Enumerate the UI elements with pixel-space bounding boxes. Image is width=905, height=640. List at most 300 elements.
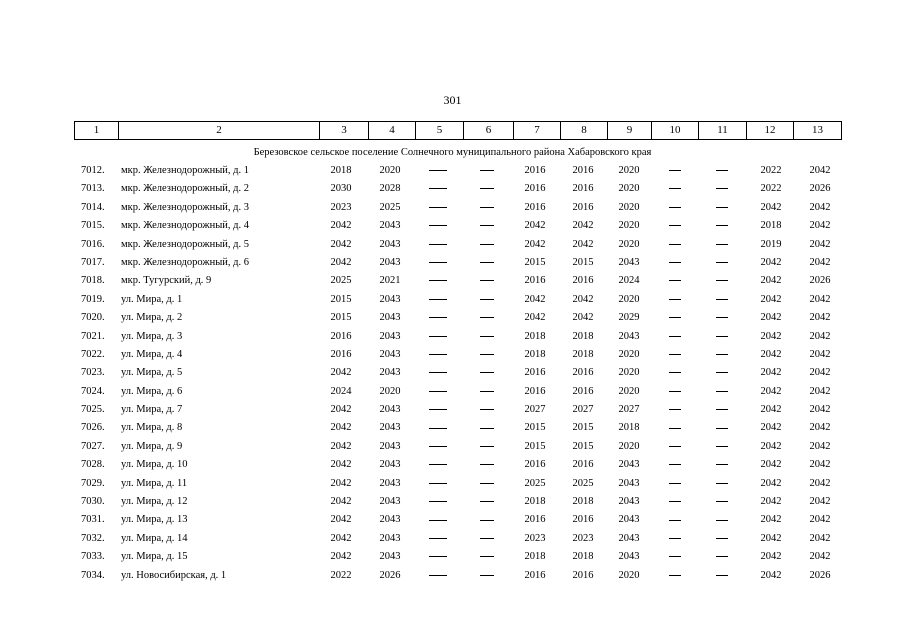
dash-cell [480, 530, 494, 548]
year-cell: 2042 [330, 496, 352, 508]
year-cell: 2026 [809, 569, 831, 581]
address-cell: мкр. Железнодорожный, д. 1 [121, 165, 249, 176]
year-cell: 2043 [379, 496, 401, 508]
row-number: 7033. [81, 551, 105, 563]
year-cell: 2016 [572, 514, 594, 526]
year-cell: 2043 [618, 532, 640, 544]
year-cell: 2015 [330, 312, 352, 324]
table-row [0, 217, 905, 235]
dash-mark [429, 372, 447, 373]
address-cell: мкр. Железнодорожный, д. 6 [121, 256, 249, 268]
year-cell: 2023 [330, 201, 352, 213]
dash-mark [480, 556, 494, 557]
dash-cell [716, 419, 728, 437]
year-cell: 2028 [379, 183, 401, 195]
year-cell: 2043 [618, 496, 640, 508]
year-cell: 2043 [379, 422, 401, 434]
address-cell: ул. Мира, д. 2 [121, 312, 183, 324]
dash-cell [669, 236, 681, 254]
dash-mark [669, 556, 681, 557]
year-cell: 2021 [379, 275, 401, 287]
dash-mark [429, 317, 447, 318]
year-cell: 2043 [379, 477, 401, 489]
table-row [0, 199, 905, 217]
dash-mark [669, 188, 681, 189]
dash-mark [429, 170, 447, 171]
dash-cell [429, 236, 447, 254]
header-cell: 4 [368, 122, 415, 139]
dash-cell [480, 236, 494, 254]
address-cell: ул. Мира, д. 13 [121, 514, 188, 526]
year-cell: 2043 [379, 330, 401, 342]
dash-mark [429, 188, 447, 189]
dash-cell [429, 199, 447, 217]
dash-mark [429, 207, 447, 208]
table-row [0, 530, 905, 548]
address-cell: ул. Мира, д. 1 [121, 293, 183, 305]
year-cell: 2042 [330, 404, 352, 416]
year-cell: 2042 [524, 238, 546, 250]
dash-cell [716, 456, 728, 474]
header-cell: 13 [793, 122, 841, 139]
dash-cell [669, 456, 681, 474]
dash-mark [429, 262, 447, 263]
dash-cell [480, 254, 494, 272]
row-number: 7021. [81, 330, 105, 342]
year-cell: 2043 [618, 551, 640, 563]
year-cell: 2043 [379, 293, 401, 305]
dash-mark [429, 391, 447, 392]
dash-cell [716, 548, 728, 566]
address-cell: ул. Мира, д. 15 [121, 551, 188, 563]
dash-mark [669, 280, 681, 281]
year-cell: 2042 [760, 532, 782, 544]
dash-mark [429, 464, 447, 465]
year-cell: 2042 [760, 275, 782, 287]
year-cell: 2022 [760, 165, 782, 176]
dash-mark [429, 538, 447, 539]
dash-mark [429, 225, 447, 226]
dash-mark [716, 280, 728, 281]
dash-cell [429, 438, 447, 456]
dash-cell [669, 180, 681, 198]
year-cell: 2042 [809, 201, 831, 213]
year-cell: 2042 [809, 477, 831, 489]
year-cell: 2043 [379, 220, 401, 232]
dash-cell [716, 272, 728, 290]
dash-cell [429, 162, 447, 180]
dash-cell [480, 199, 494, 217]
dash-cell [480, 383, 494, 401]
year-cell: 2042 [760, 404, 782, 416]
year-cell: 2042 [809, 551, 831, 563]
year-cell: 2018 [572, 330, 594, 342]
dash-mark [480, 317, 494, 318]
dash-cell [429, 511, 447, 529]
dash-cell [480, 401, 494, 419]
row-number: 7013. [81, 183, 105, 195]
dash-cell [669, 548, 681, 566]
dash-mark [429, 483, 447, 484]
dash-mark [669, 317, 681, 318]
year-cell: 2015 [524, 256, 546, 268]
year-cell: 2042 [572, 312, 594, 324]
row-number: 7016. [81, 238, 105, 250]
year-cell: 2016 [524, 367, 546, 379]
dash-mark [716, 409, 728, 410]
year-cell: 2042 [330, 551, 352, 563]
address-cell: ул. Новосибирская, д. 1 [121, 569, 227, 581]
year-cell: 2042 [760, 256, 782, 268]
dash-cell [429, 548, 447, 566]
dash-mark [669, 520, 681, 521]
year-cell: 2042 [809, 312, 831, 324]
year-cell: 2042 [572, 220, 594, 232]
dash-cell [669, 475, 681, 493]
dash-mark [716, 538, 728, 539]
dash-cell [429, 291, 447, 309]
dash-cell [480, 511, 494, 529]
table-row [0, 419, 905, 437]
year-cell: 2016 [572, 201, 594, 213]
header-cell: 5 [415, 122, 463, 139]
year-cell: 2020 [618, 569, 640, 581]
dash-cell [480, 217, 494, 235]
year-cell: 2043 [379, 440, 401, 452]
year-cell: 2015 [572, 440, 594, 452]
table-row [0, 346, 905, 364]
address-cell: ул. Мира, д. 5 [121, 367, 183, 379]
year-cell: 2023 [572, 532, 594, 544]
dash-cell [716, 309, 728, 327]
address-cell: ул. Мира, д. 9 [121, 440, 183, 452]
table-row [0, 272, 905, 290]
year-cell: 2020 [618, 440, 640, 452]
dash-cell [480, 180, 494, 198]
dash-mark [669, 299, 681, 300]
dash-mark [429, 244, 447, 245]
dash-cell [429, 419, 447, 437]
year-cell: 2042 [330, 220, 352, 232]
address-cell: мкр. Тугурский, д. 9 [121, 275, 212, 287]
dash-mark [669, 372, 681, 373]
year-cell: 2042 [760, 422, 782, 434]
dash-mark [429, 428, 447, 429]
year-cell: 2016 [572, 275, 594, 287]
dash-mark [429, 501, 447, 502]
dash-cell [669, 364, 681, 382]
address-cell: ул. Мира, д. 12 [121, 496, 188, 508]
address-cell: ул. Мира, д. 14 [121, 532, 188, 544]
year-cell: 2016 [524, 514, 546, 526]
address-cell: ул. Мира, д. 3 [121, 330, 183, 342]
dash-mark [669, 501, 681, 502]
year-cell: 2018 [524, 348, 546, 360]
dash-cell [429, 364, 447, 382]
row-number: 7018. [81, 275, 105, 287]
dash-mark [716, 354, 728, 355]
address-cell: мкр. Железнодорожный, д. 4 [121, 220, 249, 232]
dash-mark [480, 354, 494, 355]
dash-mark [480, 372, 494, 373]
dash-cell [716, 401, 728, 419]
year-cell: 2020 [618, 293, 640, 305]
row-number: 7023. [81, 367, 105, 379]
dash-mark [429, 446, 447, 447]
year-cell: 2042 [330, 422, 352, 434]
year-cell: 2043 [618, 330, 640, 342]
year-cell: 2042 [330, 238, 352, 250]
year-cell: 2016 [572, 569, 594, 581]
dash-mark [480, 280, 494, 281]
year-cell: 2016 [330, 330, 352, 342]
year-cell: 2043 [379, 312, 401, 324]
dash-mark [480, 428, 494, 429]
year-cell: 2016 [524, 165, 546, 176]
dash-cell [669, 401, 681, 419]
year-cell: 2042 [524, 220, 546, 232]
dash-cell [669, 199, 681, 217]
dash-mark [669, 483, 681, 484]
year-cell: 2016 [524, 183, 546, 195]
dash-cell [429, 401, 447, 419]
dash-mark [669, 336, 681, 337]
header-cell: 6 [463, 122, 513, 139]
year-cell: 2042 [809, 440, 831, 452]
year-cell: 2016 [572, 385, 594, 397]
dash-mark [716, 520, 728, 521]
year-cell: 2018 [760, 220, 782, 232]
year-cell: 2025 [379, 201, 401, 213]
year-cell: 2043 [618, 459, 640, 471]
year-cell: 2043 [379, 348, 401, 360]
dash-cell [669, 346, 681, 364]
year-cell: 2015 [524, 440, 546, 452]
table-row [0, 511, 905, 529]
dash-cell [716, 236, 728, 254]
header-cell: 11 [698, 122, 746, 139]
year-cell: 2016 [572, 183, 594, 195]
address-cell: ул. Мира, д. 4 [121, 348, 183, 360]
year-cell: 2016 [572, 459, 594, 471]
year-cell: 2015 [330, 293, 352, 305]
table-row [0, 475, 905, 493]
year-cell: 2016 [524, 385, 546, 397]
dash-mark [669, 225, 681, 226]
dash-cell [669, 217, 681, 235]
year-cell: 2042 [760, 496, 782, 508]
row-number: 7029. [81, 477, 105, 489]
header-cell: 7 [513, 122, 560, 139]
year-cell: 2042 [760, 440, 782, 452]
dash-cell [480, 419, 494, 437]
dash-mark [716, 317, 728, 318]
dash-cell [716, 493, 728, 511]
dash-cell [669, 511, 681, 529]
table-row [0, 493, 905, 511]
year-cell: 2020 [379, 165, 401, 176]
year-cell: 2027 [618, 404, 640, 416]
dash-mark [716, 428, 728, 429]
dash-mark [669, 428, 681, 429]
year-cell: 2043 [379, 459, 401, 471]
year-cell: 2026 [809, 275, 831, 287]
dash-mark [716, 244, 728, 245]
table-header [74, 121, 842, 140]
dash-cell [429, 493, 447, 511]
year-cell: 2016 [330, 348, 352, 360]
year-cell: 2016 [572, 367, 594, 379]
dash-mark [716, 225, 728, 226]
year-cell: 2042 [760, 330, 782, 342]
dash-cell [669, 438, 681, 456]
year-cell: 2042 [330, 477, 352, 489]
year-cell: 2042 [809, 165, 831, 176]
row-number: 7034. [81, 569, 105, 581]
year-cell: 2042 [809, 532, 831, 544]
dash-mark [716, 207, 728, 208]
row-number: 7020. [81, 312, 105, 324]
year-cell: 2027 [524, 404, 546, 416]
header-cell: 8 [560, 122, 607, 139]
year-cell: 2043 [618, 514, 640, 526]
year-cell: 2027 [572, 404, 594, 416]
year-cell: 2042 [809, 293, 831, 305]
address-cell: ул. Мира, д. 7 [121, 404, 183, 416]
year-cell: 2042 [809, 404, 831, 416]
address-cell: ул. Мира, д. 11 [121, 477, 188, 489]
dash-mark [716, 188, 728, 189]
year-cell: 2042 [809, 367, 831, 379]
dash-cell [716, 475, 728, 493]
dash-mark [480, 575, 494, 576]
dash-mark [480, 538, 494, 539]
dash-mark [669, 354, 681, 355]
dash-cell [480, 364, 494, 382]
year-cell: 2020 [618, 165, 640, 176]
year-cell: 2024 [618, 275, 640, 287]
dash-cell [716, 511, 728, 529]
year-cell: 2043 [618, 477, 640, 489]
address-cell: ул. Мира, д. 8 [121, 422, 183, 434]
row-number: 7025. [81, 404, 105, 416]
dash-cell [429, 180, 447, 198]
year-cell: 2025 [330, 275, 352, 287]
dash-mark [480, 244, 494, 245]
dash-mark [669, 207, 681, 208]
dash-mark [716, 575, 728, 576]
year-cell: 2018 [572, 551, 594, 563]
year-cell: 2042 [809, 330, 831, 342]
dash-cell [669, 419, 681, 437]
dash-cell [716, 162, 728, 180]
dash-mark [429, 409, 447, 410]
year-cell: 2043 [379, 238, 401, 250]
dash-mark [429, 354, 447, 355]
year-cell: 2018 [572, 348, 594, 360]
dash-cell [480, 309, 494, 327]
year-cell: 2042 [809, 348, 831, 360]
header-cell: 9 [607, 122, 651, 139]
year-cell: 2042 [572, 238, 594, 250]
row-number: 7015. [81, 220, 105, 232]
year-cell: 2024 [330, 385, 352, 397]
table-row [0, 567, 905, 585]
year-cell: 2042 [760, 312, 782, 324]
dash-mark [669, 446, 681, 447]
header-cell: 2 [118, 122, 319, 139]
dash-cell [480, 493, 494, 511]
dash-mark [480, 446, 494, 447]
row-number: 7024. [81, 385, 105, 397]
year-cell: 2042 [760, 367, 782, 379]
table-row [0, 291, 905, 309]
dash-cell [716, 346, 728, 364]
year-cell: 2042 [330, 367, 352, 379]
table-row [0, 383, 905, 401]
dash-mark [669, 170, 681, 171]
row-number: 7017. [81, 256, 105, 268]
year-cell: 2042 [760, 569, 782, 581]
dash-cell [429, 309, 447, 327]
row-number: 7019. [81, 293, 105, 305]
dash-cell [480, 346, 494, 364]
year-cell: 2018 [524, 551, 546, 563]
table-row [0, 401, 905, 419]
address-cell: мкр. Железнодорожный, д. 3 [121, 201, 249, 213]
table-row [0, 456, 905, 474]
dash-mark [480, 336, 494, 337]
row-number: 7030. [81, 496, 105, 508]
year-cell: 2043 [379, 532, 401, 544]
year-cell: 2015 [572, 256, 594, 268]
year-cell: 2042 [330, 514, 352, 526]
year-cell: 2026 [379, 569, 401, 581]
year-cell: 2020 [618, 348, 640, 360]
year-cell: 2042 [760, 514, 782, 526]
year-cell: 2043 [379, 367, 401, 379]
page-number: 301 [443, 93, 462, 107]
year-cell: 2018 [524, 330, 546, 342]
dash-mark [716, 170, 728, 171]
dash-mark [480, 464, 494, 465]
row-number: 7026. [81, 422, 105, 434]
row-number: 7014. [81, 201, 105, 213]
row-number: 7032. [81, 532, 105, 544]
dash-cell [480, 567, 494, 585]
dash-mark [716, 501, 728, 502]
dash-mark [429, 280, 447, 281]
year-cell: 2042 [809, 256, 831, 268]
year-cell: 2042 [809, 459, 831, 471]
address-cell: мкр. Железнодорожный, д. 5 [121, 238, 249, 250]
address-cell: ул. Мира, д. 10 [121, 459, 188, 471]
year-cell: 2016 [524, 275, 546, 287]
dash-cell [480, 162, 494, 180]
dash-mark [716, 391, 728, 392]
dash-mark [480, 483, 494, 484]
year-cell: 2030 [330, 183, 352, 195]
year-cell: 2019 [760, 238, 782, 250]
year-cell: 2043 [618, 256, 640, 268]
dash-cell [429, 254, 447, 272]
dash-mark [716, 446, 728, 447]
header-cell: 10 [651, 122, 698, 139]
year-cell: 2043 [379, 514, 401, 526]
dash-cell [480, 438, 494, 456]
dash-mark [669, 464, 681, 465]
dash-cell [429, 567, 447, 585]
